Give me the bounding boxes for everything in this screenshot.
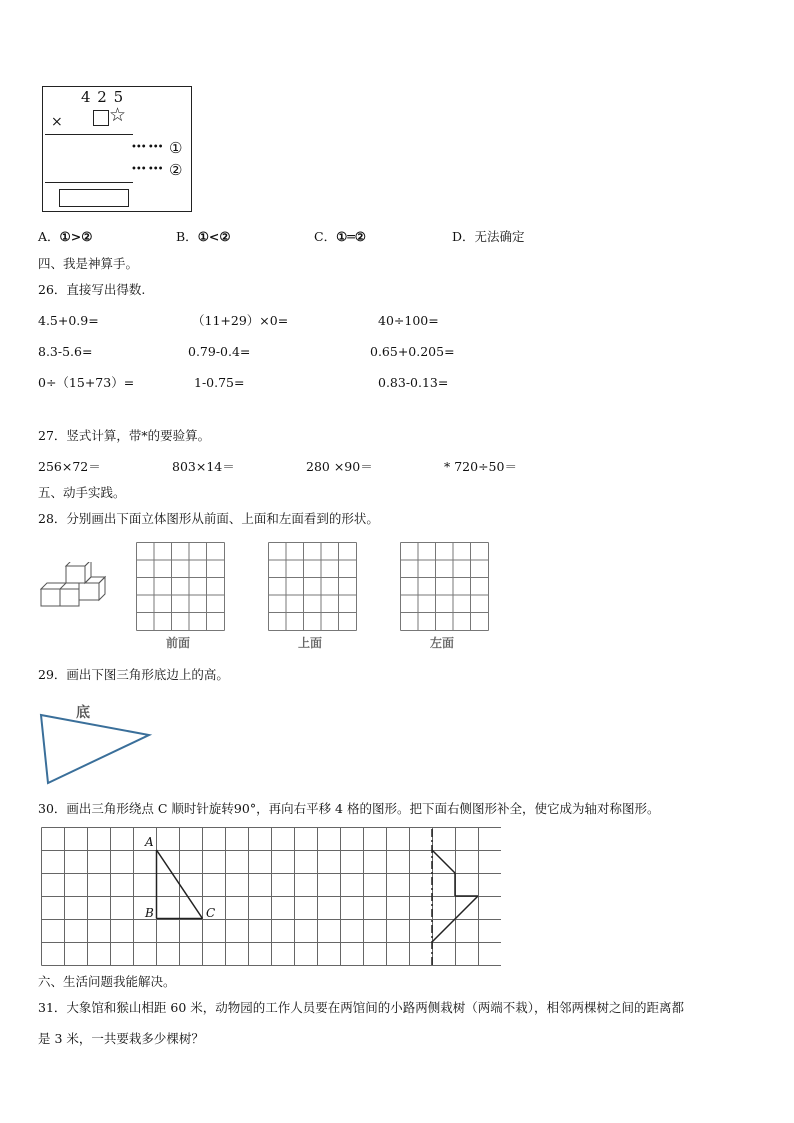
q31-line-1: 31．大象馆和猴山相距 60 米，动物园的工作人员要在两馆间的小路两侧栽树（两端不栽），相邻两棵树之间的距离都 bbox=[38, 1000, 685, 1015]
front-view-label: 前面 bbox=[166, 636, 191, 650]
point-a-label: A bbox=[145, 835, 154, 849]
star-icon: ☆ bbox=[109, 104, 127, 126]
dots-2: ••• ••• bbox=[131, 164, 163, 175]
q26-r1-c3: 40÷100= bbox=[378, 313, 439, 328]
point-b-label: B bbox=[145, 906, 154, 920]
q26-r3-c1: 0÷（15+73）= bbox=[38, 375, 135, 390]
q27-item-4: * 720÷50＝ bbox=[444, 459, 517, 474]
q28-title: 28．分别画出下面立体图形从前面、上面和左面看到的形状。 bbox=[38, 511, 379, 526]
multiplicand-digits: 4 2 5 bbox=[81, 88, 125, 106]
q29-title: 29．画出下图三角形底边上的高。 bbox=[38, 667, 229, 682]
q26-r3-c3: 0.83-0.13= bbox=[378, 375, 449, 390]
square-symbol bbox=[93, 110, 109, 126]
partial-product-1-mark: ① bbox=[169, 139, 183, 157]
q26-r3-c2: 1-0.75= bbox=[194, 375, 245, 390]
point-c-label: C bbox=[206, 906, 216, 920]
option-d: D．无法确定 bbox=[452, 229, 525, 244]
q27-item-3: 280 ×90＝ bbox=[306, 459, 373, 474]
left-view-grid[interactable] bbox=[400, 542, 489, 631]
q27-item-2: 803×14＝ bbox=[172, 459, 235, 474]
q30-title: 30．画出三角形绕点 C 顺时针旋转90°，再向右平移 4 格的图形。把下面右侧图形补全，使它成为轴对称图形。 bbox=[38, 801, 660, 816]
base-label: 底 bbox=[76, 705, 90, 721]
q26-r2-c3: 0.65+0.205= bbox=[370, 344, 455, 359]
product-line-top bbox=[45, 134, 133, 135]
option-b: B．①<② bbox=[176, 229, 231, 244]
triangle-figure[interactable] bbox=[38, 710, 154, 786]
partial-product-2-mark: ② bbox=[169, 161, 183, 179]
top-view-grid[interactable] bbox=[268, 542, 357, 631]
answer-rectangle bbox=[59, 189, 129, 207]
dots-1: ••• ••• bbox=[131, 142, 163, 153]
times-sign: × bbox=[51, 114, 63, 130]
q26-r2-c2: 0.79-0.4= bbox=[188, 344, 251, 359]
q26-title: 26．直接写出得数. bbox=[38, 282, 146, 297]
q27-title: 27．竖式计算，带*的要验算。 bbox=[38, 428, 211, 443]
section-6-title: 六、生活问题我能解决。 bbox=[38, 974, 176, 989]
left-view-label: 左面 bbox=[430, 636, 455, 650]
q26-r2-c1: 8.3-5.6= bbox=[38, 344, 93, 359]
section-5-title: 五、动手实践。 bbox=[38, 485, 126, 500]
option-c: C．①═② bbox=[314, 229, 367, 244]
q26-r1-c1: 4.5+0.9= bbox=[38, 313, 99, 328]
section-4-title: 四、我是神算手。 bbox=[38, 256, 139, 271]
product-line-bottom bbox=[45, 182, 133, 183]
cube-solid-figure bbox=[40, 562, 106, 610]
rotation-grid[interactable] bbox=[41, 827, 501, 967]
top-view-label: 上面 bbox=[298, 636, 323, 650]
q31-line-2: 是 3 米，一共要栽多少棵树？ bbox=[38, 1031, 204, 1046]
front-view-grid[interactable] bbox=[136, 542, 225, 631]
q26-r1-c2: （11+29）×0= bbox=[192, 313, 289, 328]
multiplication-figure bbox=[42, 86, 192, 212]
option-a: A．①>② bbox=[38, 229, 93, 244]
q27-item-1: 256×72＝ bbox=[38, 459, 101, 474]
